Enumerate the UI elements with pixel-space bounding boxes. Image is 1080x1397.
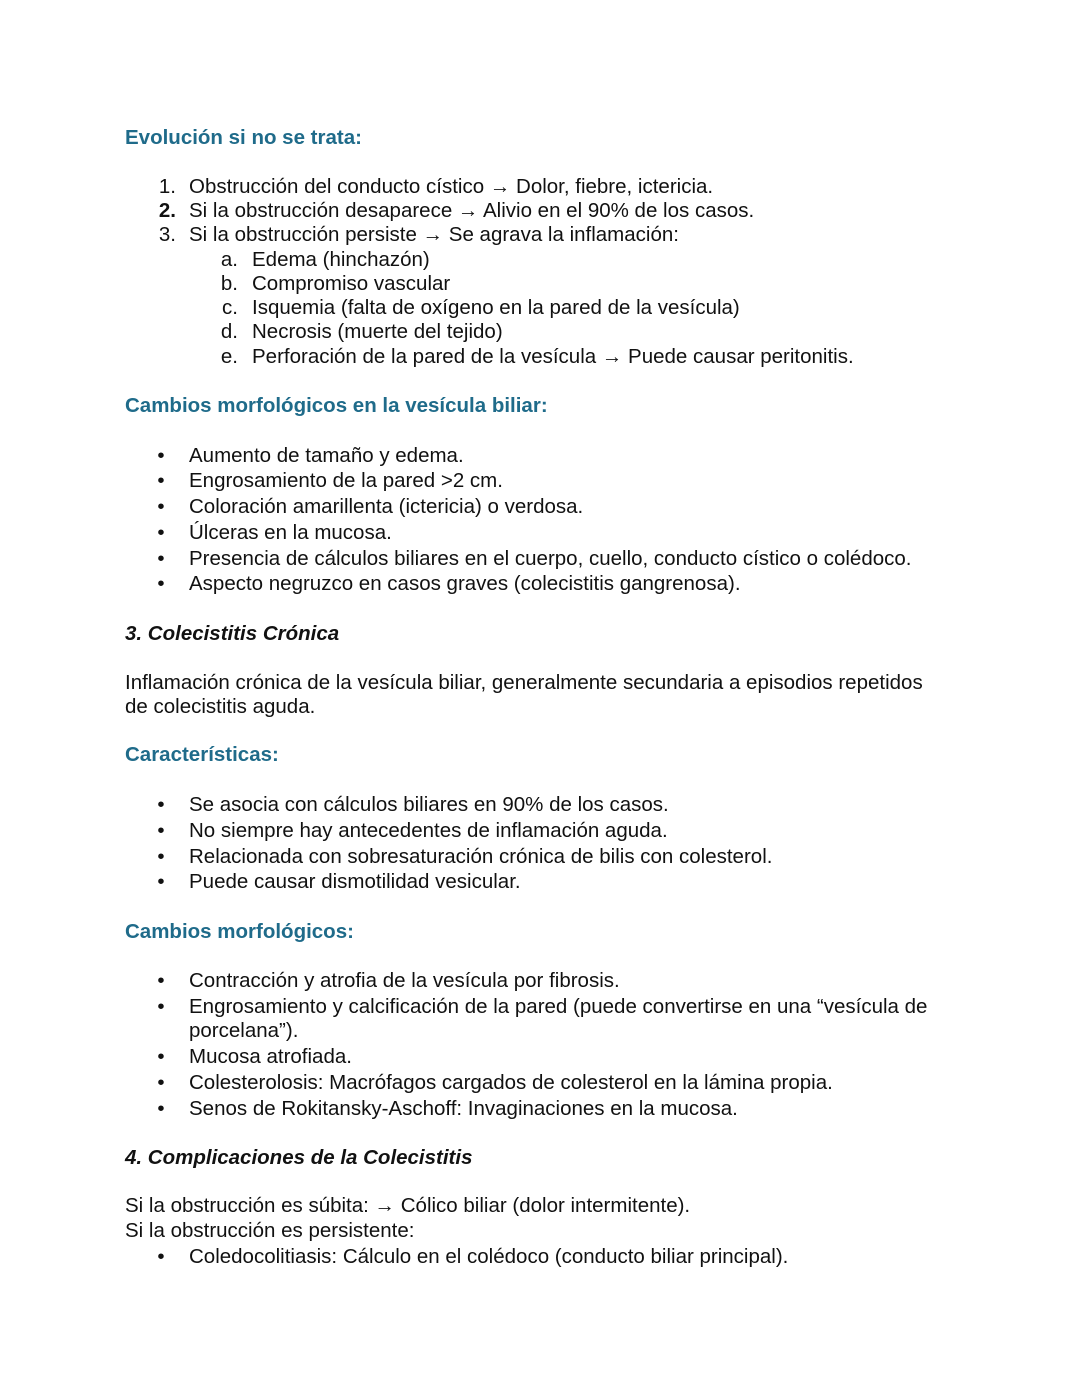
- section-heading-complicaciones: 4. Complicaciones de la Colecistitis: [125, 1146, 473, 1169]
- bullet-item: [0, 870, 1080, 894]
- bullet-icon: •: [157, 572, 165, 595]
- bullet-icon: •: [157, 1097, 165, 1120]
- bullet-item-text: Se asocia con cálculos biliares en 90% de los casos.: [189, 793, 669, 816]
- sublist-item: [0, 272, 1080, 296]
- bullet-item: [0, 1245, 1080, 1269]
- list-marker: 1.: [158, 175, 176, 198]
- bullet-item: [0, 444, 1080, 468]
- section-heading-caracteristicas: Características:: [125, 743, 279, 766]
- bullet-item: [0, 845, 1080, 869]
- bullet-icon: •: [157, 995, 165, 1018]
- bullet-item-text: No siempre hay antecedentes de inflamación aguda.: [189, 819, 668, 842]
- sublist-marker: c.: [222, 296, 238, 319]
- bullet-item: [0, 469, 1080, 493]
- bullet-item: [0, 819, 1080, 843]
- bullet-item-text: Contracción y atrofia de la vesícula por fibrosis.: [189, 969, 620, 992]
- bullet-item-text: Aumento de tamaño y edema.: [189, 444, 464, 467]
- list-item: [0, 223, 1080, 247]
- sublist-item: [0, 248, 1080, 272]
- bullet-item-text: Úlceras en la mucosa.: [189, 521, 392, 544]
- sublist-item: [0, 320, 1080, 344]
- sublist-item-text: Compromiso vascular: [252, 272, 451, 295]
- bullet-item: [0, 995, 1080, 1019]
- bullet-item-text: Presencia de cálculos biliares en el cuerpo, cuello, conducto cístico o colédoco.: [189, 547, 912, 570]
- bullet-item-text: Coloración amarillenta (ictericia) o verdosa.: [189, 495, 584, 518]
- bullet-icon: •: [157, 870, 165, 893]
- bullet-item-text: Puede causar dismotilidad vesicular.: [189, 870, 521, 893]
- list-marker: 3.: [158, 223, 176, 246]
- list-item-text: Si la obstrucción desaparece → Alivio en el 90% de los casos.: [189, 199, 755, 222]
- bullet-item: [0, 572, 1080, 596]
- bullet-item: [0, 793, 1080, 817]
- paragraph-line: de colecistitis aguda.: [125, 695, 316, 718]
- bullet-item-text: Aspecto negruzco en casos graves (colecistitis gangrenosa).: [189, 572, 741, 595]
- bullet-icon: •: [157, 495, 165, 518]
- bullet-item-text: Engrosamiento y calcificación de la pared (puede convertirse en una “vesícula de: [189, 995, 928, 1018]
- bullet-item: [0, 969, 1080, 993]
- bullet-icon: •: [157, 969, 165, 992]
- bullet-item: [0, 1071, 1080, 1095]
- bullet-item: [0, 495, 1080, 519]
- bullet-item-text: Senos de Rokitansky-Aschoff: Invaginaciones en la mucosa.: [189, 1097, 738, 1120]
- list-item: [0, 175, 1080, 199]
- sublist-item-text: Perforación de la pared de la vesícula → Puede causar peritonitis.: [252, 345, 854, 368]
- bullet-item: [0, 1045, 1080, 1069]
- bullet-icon: •: [157, 1245, 165, 1268]
- section-heading-cambios-aguda: Cambios morfológicos en la vesícula biliar:: [125, 394, 548, 417]
- bullet-item: [0, 547, 1080, 571]
- bullet-icon: •: [157, 793, 165, 816]
- sublist-marker: a.: [220, 248, 238, 271]
- bullet-icon: •: [157, 444, 165, 467]
- list-item: [0, 199, 1080, 223]
- section-heading-cronica: 3. Colecistitis Crónica: [125, 622, 340, 645]
- bullet-item-text: Mucosa atrofiada.: [189, 1045, 352, 1068]
- bullet-icon: •: [157, 547, 165, 570]
- sublist-marker: e.: [220, 345, 238, 368]
- bullet-item-text: Colesterolosis: Macrófagos cargados de colesterol en la lámina propia.: [189, 1071, 833, 1094]
- section-heading-evolucion: Evolución si no se trata:: [125, 126, 362, 149]
- bullet-item-text: Engrosamiento de la pared >2 cm.: [189, 469, 503, 492]
- sublist-item-text: Isquemia (falta de oxígeno en la pared de la vesícula): [252, 296, 740, 319]
- bullet-item-text: Coledocolitiasis: Cálculo en el colédoco (conducto biliar principal).: [189, 1245, 789, 1268]
- list-item-text: Si la obstrucción persiste → Se agrava la inflamación:: [189, 223, 679, 246]
- bullet-icon: •: [157, 845, 165, 868]
- bullet-item: [0, 521, 1080, 545]
- section-heading-cambios-cronica: Cambios morfológicos:: [125, 920, 354, 943]
- sublist-marker: d.: [220, 320, 238, 343]
- paragraph-line: Si la obstrucción es persistente:: [125, 1219, 415, 1242]
- bullet-icon: •: [157, 521, 165, 544]
- bullet-icon: •: [157, 469, 165, 492]
- sublist-item-text: Edema (hinchazón): [252, 248, 430, 271]
- bullet-icon: •: [157, 1071, 165, 1094]
- list-item-text: Obstrucción del conducto cístico → Dolor, fiebre, ictericia.: [189, 175, 714, 198]
- sublist-item: [0, 296, 1080, 320]
- sublist-item-text: Necrosis (muerte del tejido): [252, 320, 503, 343]
- bullet-icon: •: [157, 819, 165, 842]
- bullet-item-continuation: porcelana”).: [189, 1019, 299, 1042]
- paragraph-line: Si la obstrucción es súbita: → Cólico biliar (dolor intermitente).: [125, 1194, 691, 1217]
- bullet-icon: •: [157, 1045, 165, 1068]
- sublist-marker: b.: [220, 272, 238, 295]
- bullet-item: [0, 1097, 1080, 1121]
- bullet-item-text: Relacionada con sobresaturación crónica de bilis con colesterol.: [189, 845, 773, 868]
- sublist-item: [0, 345, 1080, 369]
- list-marker: 2.: [158, 199, 176, 222]
- paragraph-line: Inflamación crónica de la vesícula biliar, generalmente secundaria a episodios repetidos: [125, 671, 923, 694]
